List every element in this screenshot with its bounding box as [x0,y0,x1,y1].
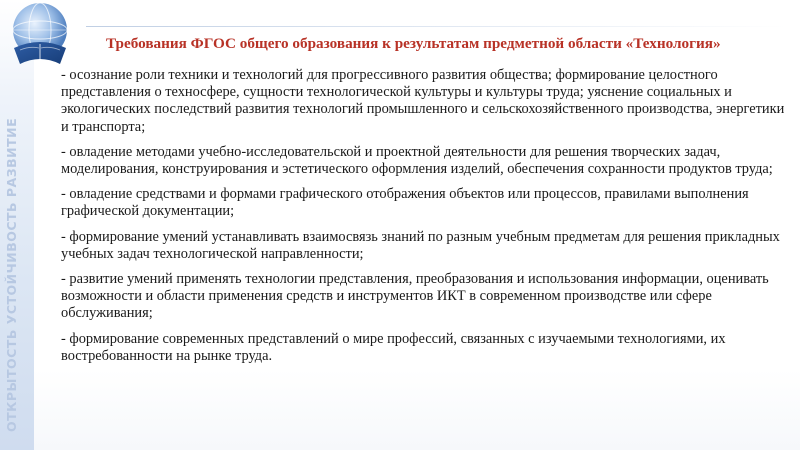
paragraph-6: - формирование современных представлений о мире профессий, связанных с изучаемыми технологиями, их востребованности на рынке труда. [61,330,726,364]
slide-title: Требования ФГОС общего образования к результатам предметной области «Технология» [106,35,721,52]
paragraph-3: - овладение средствами и формами графического отображения объектов или процессов, правилами выполнения графической документации; [61,186,749,220]
paragraph-2: - овладение методами учебно-исследовательской и проектной деятельности для решения творческих задач, моделирования, конструирования и эстетического оформления изделий, обеспечения сохранности продуктов труда; [61,143,773,178]
paragraph-4: - формирование умений устанавливать взаимосвязь знаний по разным учебным предметам для решения прикладных учебных задач технологической направленности; [61,228,780,262]
paragraph-1: - осознание роли техники и технологий для прогрессивного развития общества; формирование целостного представления о техносфере, сущности технологической культуры и культуры труда; уяснение социальных и экологических последствий развития технологий промышленного и сельскохозяйственного производства, энергетики и транспорта; [61,67,785,135]
paragraph-5: - развитие умений применять технологии представления, преобразования и использования информации, оценивать возможности и области применения средств и инструментов ИКТ в современном производстве или сфере обслуживания; [61,271,769,322]
slide-body [61,67,786,373]
side-motto: ОТКРЫТОСТЬ УСТОЙЧИВОСТЬ РАЗВИТИЕ [4,117,19,432]
header-divider [86,26,786,27]
